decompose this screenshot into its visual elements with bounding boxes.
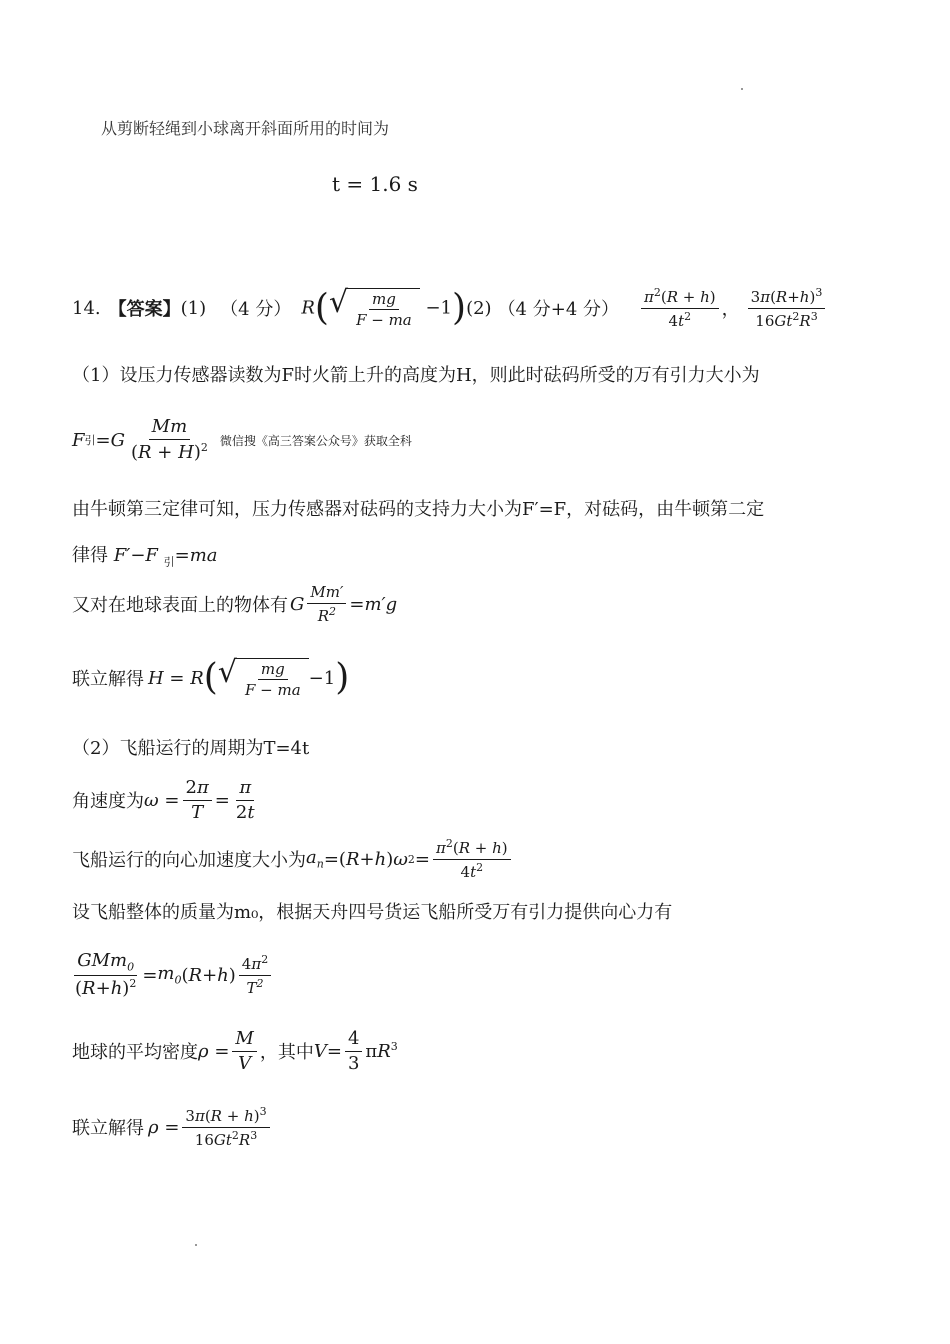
- ship-mass-text: 设飞船整体的质量为m₀，根据天舟四号货运飞船所受万有引力提供向心力有: [72, 902, 673, 923]
- gravitation-equation: F 引 = G $\frac{Mm}{(R + H)^2}$ 微信搜《高三答案公众号》获取全科: [72, 416, 412, 463]
- answer1-formula: R( √ $\frac{mg}{F - ma}$ −1): [301, 284, 467, 329]
- answer-tag: 【答案】: [108, 299, 181, 320]
- answer-comma: ，: [721, 299, 740, 320]
- angular-velocity-prefix: 角速度为: [72, 791, 144, 812]
- q14-answer-line: [72, 276, 828, 340]
- angular-velocity-line: 角速度为 ω = $\frac{2\pi}{T}$ = $\frac{\pi}{2t}$: [72, 776, 255, 823]
- surface-gravity-prefix: 又对在地球表面上的物体有: [72, 595, 288, 616]
- intro-text: 从剪断轻绳到小球离开斜面所用的时间为: [101, 119, 390, 138]
- solution-part1-intro: （1）设压力传感器读数为F时火箭上升的高度为H，则此时砝码所受的万有引力大小为: [72, 365, 760, 386]
- part1-points: （4 分）: [220, 299, 292, 320]
- q14-number: 14.: [72, 297, 101, 319]
- centripetal-acceleration-line: 飞船运行的向心加速度大小为 $a_n$ =( R + h ) ω 2 = $\frac{\pi^2(R + h)}{4t^2}$: [72, 832, 514, 886]
- density-definition-line: 地球的平均密度 ρ = $\frac{M}{V}$ ，其中 V = $\frac{4}{3}$ $\pi R^3$: [72, 1027, 398, 1074]
- newton-second-law-prefix: 律得: [72, 545, 108, 566]
- newton-third-law-text: 由牛顿第三定律可知，压力传感器对砝码的支持力大小为F′=F，对砝码，由牛顿第二定: [72, 499, 765, 520]
- part1-label: (1): [180, 297, 207, 319]
- stray-dot: [741, 88, 743, 90]
- gravity-centripetal-equation: $\frac{GMm_0}{(R+h)^2}$ = $m_0$ ( R + h ) $\frac{4\pi^2}{T^2}$: [72, 946, 274, 1004]
- newton-second-law-line: 律得 F′−F $_引$=ma: [72, 545, 218, 569]
- solve-height-line: 联立解得 H = R ( √ $\frac{mg}{F - ma}$ −1 ): [72, 654, 350, 699]
- time-result: t = 1.6 s: [332, 172, 418, 196]
- solve-density-line: 联立解得 ρ = $\frac{3\pi(R + h)^3}{16Gt^2R^3}$: [72, 1098, 273, 1156]
- centripetal-acceleration-prefix: 飞船运行的向心加速度大小为: [72, 850, 306, 871]
- stray-dot: [195, 1244, 197, 1246]
- density-prefix: 地球的平均密度: [72, 1042, 198, 1063]
- density-mid: ，其中: [259, 1042, 314, 1063]
- solve-density-prefix: 联立解得: [72, 1118, 144, 1139]
- answer2b-formula: $\frac{3\pi(R+h)^3}{16Gt^2R^3}$: [748, 287, 826, 329]
- solve-height-prefix: 联立解得: [72, 669, 144, 690]
- surface-gravity-line: 又对在地球表面上的物体有 G $\frac{Mm'}{R^2}$ =m′g: [72, 583, 398, 625]
- solution-part2-period: （2）飞船运行的周期为T=4t: [72, 738, 310, 759]
- watermark-note: 微信搜《高三答案公众号》获取全科: [219, 433, 412, 448]
- part2-points: （4 分+4 分）: [497, 299, 619, 320]
- answer2a-formula: $\frac{\pi^2(R + h)}{4t^2}$: [641, 287, 719, 329]
- part2-label: (2): [466, 297, 492, 319]
